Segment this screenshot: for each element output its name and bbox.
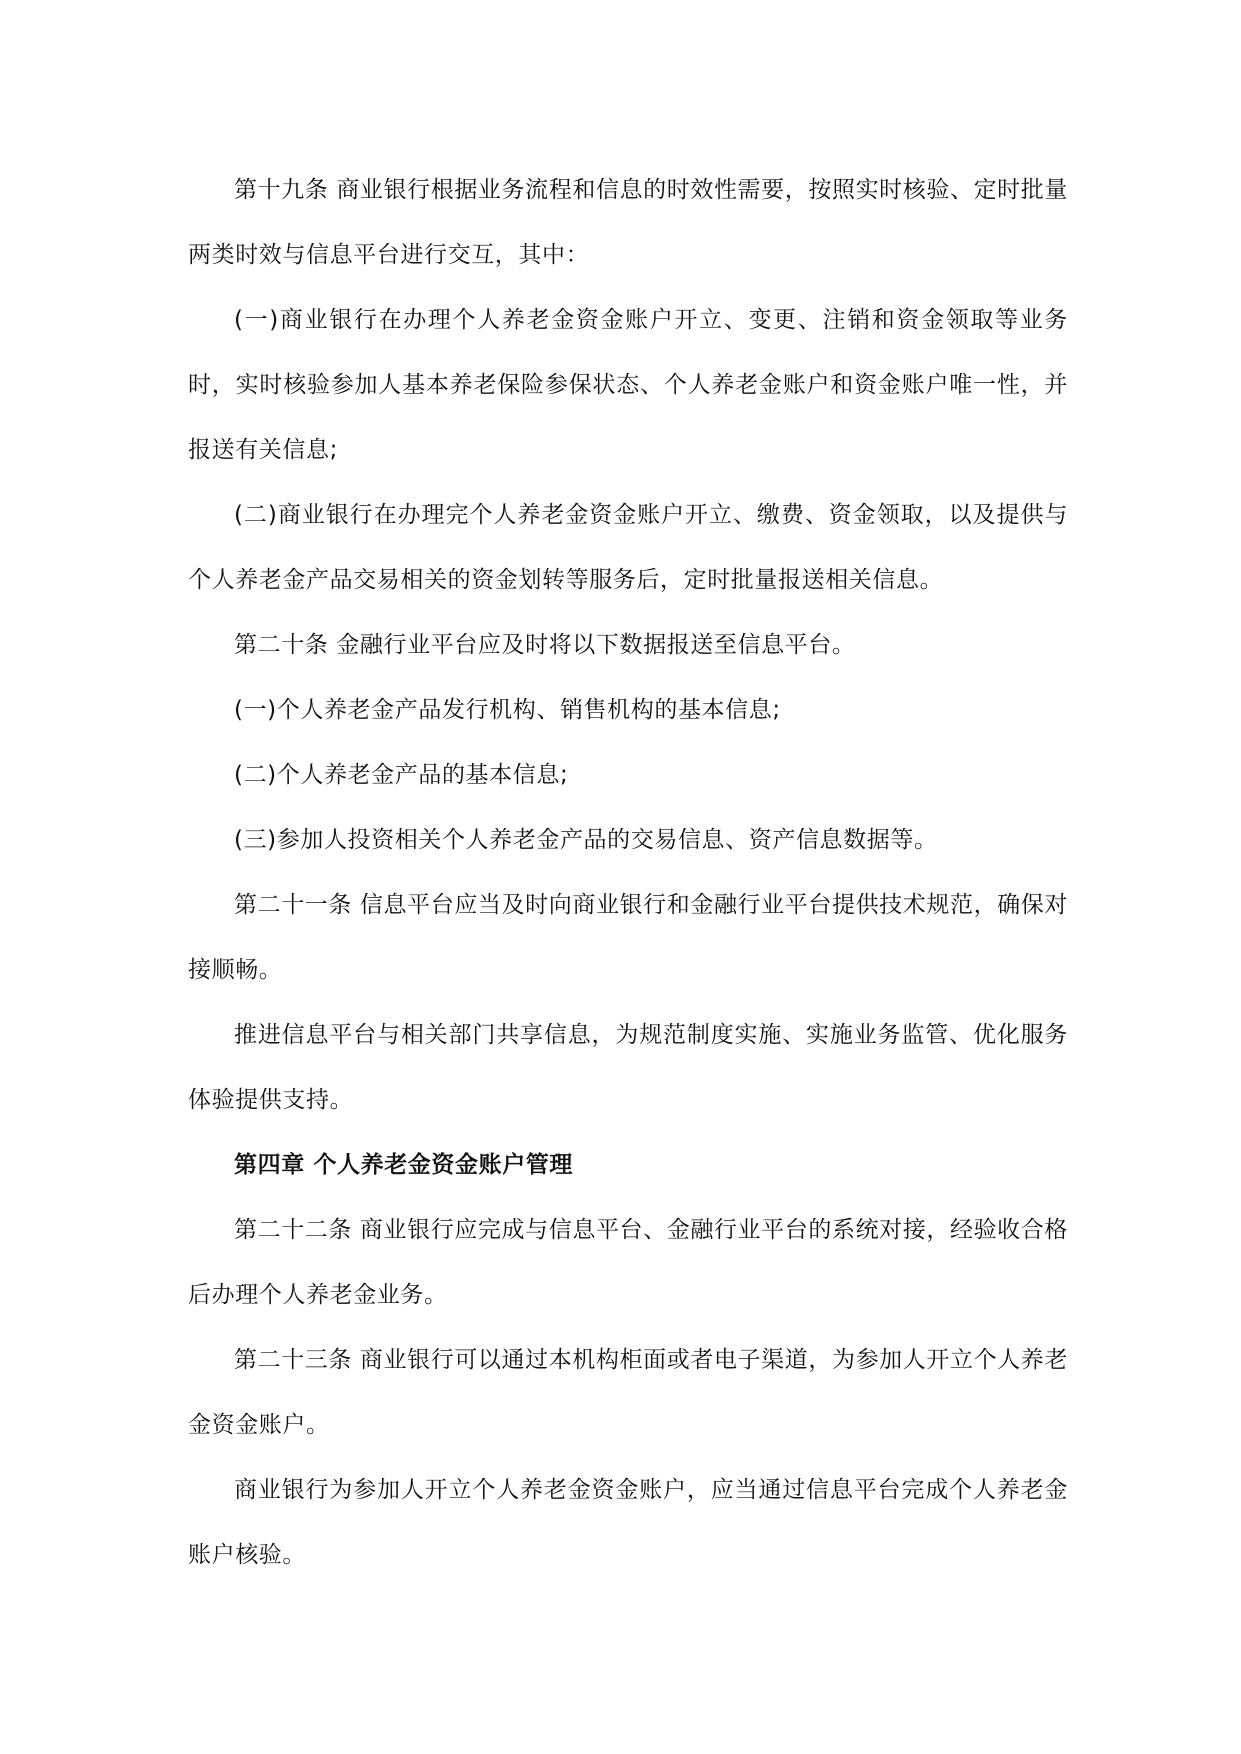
article-19: 第十九条 商业银行根据业务流程和信息的时效性需要，按照实时核验、定时批量两类时效与信息平台进行交互，其中： <box>188 177 1068 268</box>
article-20-item-3: (三)参加人投资相关个人养老金产品的交易信息、资产信息数据等。 <box>234 827 938 853</box>
article-20: 第二十条 金融行业平台应及时将以下数据报送至信息平台。 <box>234 632 856 658</box>
article-23: 第二十三条 商业银行可以通过本机构柜面或者电子渠道，为参加人开立个人养老金资金账户。 <box>188 1347 1068 1438</box>
article-21-paragraph-2: 推进信息平台与相关部门共享信息，为规范制度实施、实施业务监管、优化服务体验提供支持。 <box>188 1022 1068 1113</box>
document-body <box>188 158 1068 1588</box>
article-22: 第二十二条 商业银行应完成与信息平台、金融行业平台的系统对接，经验收合格后办理个人养老金业务。 <box>188 1217 1068 1308</box>
article-20-item-2: (二)个人养老金产品的基本信息; <box>234 762 569 788</box>
article-19-item-1: (一)商业银行在办理个人养老金资金账户开立、变更、注销和资金领取等业务时，实时核验参加人基本养老保险参保状态、个人养老金账户和资金账户唯一性，并报送有关信息; <box>188 307 1068 463</box>
article-21: 第二十一条 信息平台应当及时向商业银行和金融行业平台提供技术规范，确保对接顺畅。 <box>188 892 1068 983</box>
article-19-item-2: (二)商业银行在办理完个人养老金资金账户开立、缴费、资金领取，以及提供与个人养老金产品交易相关的资金划转等服务后，定时批量报送相关信息。 <box>188 502 1068 593</box>
article-23-paragraph-2: 商业银行为参加人开立个人养老金资金账户，应当通过信息平台完成个人养老金账户核验。 <box>188 1477 1068 1568</box>
chapter-4-heading: 第四章 个人养老金资金账户管理 <box>234 1152 574 1178</box>
article-20-item-1: (一)个人养老金产品发行机构、销售机构的基本信息; <box>234 697 781 723</box>
